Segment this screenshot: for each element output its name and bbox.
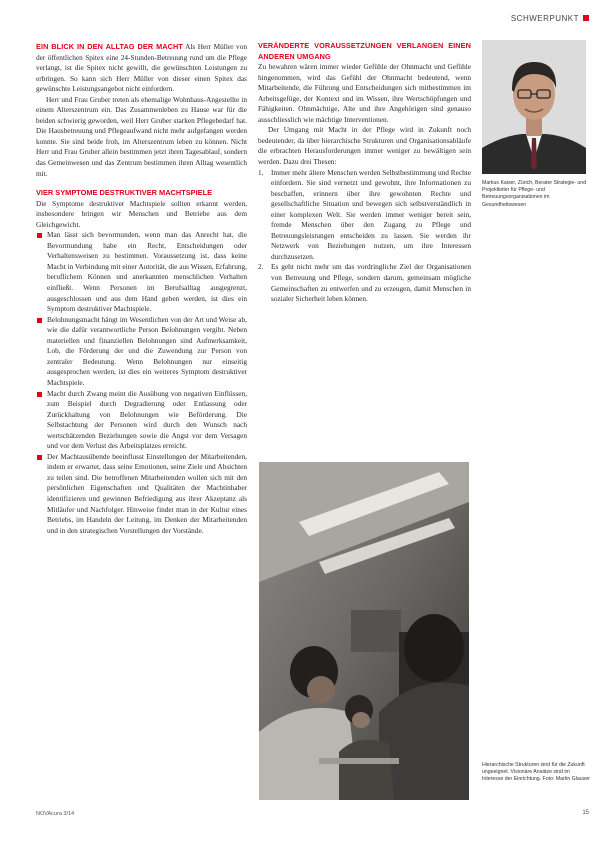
list-item [36,230,247,314]
page-number: 15 [582,810,589,816]
list-item [36,389,247,452]
portrait-illustration [482,40,586,174]
portrait-caption: Markus Kaiser, Zürich, Berater Strategie- und Projektleiter für Pflege- und Betreuungsorganisationen im Gesundheitswesen [482,180,587,208]
middle-paragraph-1: Zu bewahren wären immer wieder Gefühle der Ohnmacht und Gefühle hingenommen, wird das Gefühl der Ohnmacht bedeutend, wenn Mitarbeitende, die Führung und Entscheidungen sich mitbestimmen im Arbeitsgefüge, der Kontext und im Wissen, ihre Wertschöpfungen und Fähigkeiten. Ohnmächtige, Alte und ihre Angehörigen sind genauso ausschliesslich wie mächtige Interventionen. [258,62,471,124]
section-marker-icon [583,15,589,21]
intro-paragraph [36,42,247,95]
middle-paragraph-2: Der Umgang mit Macht in der Pflege wird in Zukunft noch bedeutender, da über hierarchische Strukturen und Organisationsabläufe die erbrachten Herausforderungen immer weniger zu bewältigen sein werden. Dazu drei Thesen: [258,125,471,167]
list-item [36,315,247,389]
list-item-text: Der Machtausübende beeinflusst Einstellungen der Mitarbeitenden, indem er erwartet, dass seine Emotionen, seine Ziele und Absichten zu teilen sind. Die betroffenen Mitarbeitenden wollen sich mit den persönlichen Eigenschaften und Qualitäten der Machtinhaber identifizieren und gewinnen Befriedigung aus ihrer Akzeptanz als Mitläufer und Nachfolger. Hinweise findet man in der Kultur eines Betriebs, im Handeln der Leitung, im Denken der Mitarbeitenden und in den strategischen Vorstellungen der Vorstände. [47,451,247,535]
list-item-text: Man lässt sich bevormunden, wenn man das Anrecht hat, die Bevormundung habe ein Recht, Entscheidungen oder Verhaltensweisen zu bestimmen. Voraussetzung ist, dass keine Macht in Verbindung mit einer Autorität, die aus Wissen, Erfahrung, beruflichem Können und anerkannten menschlichen Verhalten einfließt. Wenn Personen im Berufsalltag ausgegrenzt, ausgeschlossen und aus dem Hand geben werden, ist dies ein Symptom destruktiver Machtspiele. [47,230,247,314]
footer-magazine: NOVAcura 3/14 [36,811,75,817]
intro-text: Als Herr Müller von der öffentlichen Spitex eine 24-Stunden-Betreuung rund um die Pflege verlangt, ist die Spitex nicht gewillt, die gewünschten Leistungen zu erbringen. So kann sich Herr Müller von dieser einen Spitex das gewünschte Leistungsangebot nicht einfordern. [36,42,247,94]
list-item [258,168,471,263]
middle-heading: VERÄNDERTE VORAUSSETZUNGEN VERLANGEN EINEN ANDEREN UMGANG [258,41,471,61]
intro-kicker: EIN BLICK IN DEN ALLTAG DER MACHT [36,42,183,51]
list-item [36,452,247,536]
bullet-square-icon [37,455,42,460]
section-tag [511,14,589,23]
column-middle [258,42,471,305]
author-portrait [482,40,586,174]
list-item-text: Macht durch Zwang meint die Ausübung von negativen Einflüssen, zum Beispiel durch Degradierung oder Entlassung oder Zurückhaltung von Belohnungen wie Beförderung. Die Selbstachtung der Personen wird durch den Wunsch nach wertschätzenden Beziehungen sowie die Angst vor dem Versagen und vor dem Verlust des Arbeitsplatzes erreicht. [47,388,247,451]
theses-list [258,168,471,305]
list-item-text: Es geht nicht mehr um das vordringliche Ziel der Organisationen von Betreuung und Pflege, sondern darum, gemeinsam mögliche Gemeinschaften zu entwerfen und zu erzeugen, damit Menschen in sozialer Sicherheit leben können. [271,262,471,304]
section-label: SCHWERPUNKT [510,14,579,23]
photo-illustration [259,462,469,800]
photo-caption: Hierarchische Strukturen sind für die Zukunft ungeeignet. Visionäre Ansätze sind im Interesse der Einrichtung. Foto: Martin Glauser [482,762,590,783]
list-item-text: Belohnungsmacht hängt im Wesentlichen von der Art und Weise ab, wie die dafür verantwortliche Person Belohnungen vergibt. Neben materiellen und finanziellen Belohnungen sind Aufmerksamkeit, Lob, die Förderung der und die Zuwendung zur Person von zentraler Bedeutung. Wenn Belohnungen nur einseitig ausgesprochen werden, ist dies ein weiteres Symptom destruktiver Machtspiele. [47,314,247,387]
intro-paragraph-2: Herr und Frau Gruber treten als ehemalige Wohnhaus-Angestellte in einem Alterszentrum ein. Das Zusammenleben zu Hause war für die beiden schwierig geworden, weil Herr Gruber starken Pflegebedarf hat. Die Hausbetreuung und Pflegeaufwand nicht mehr aufgefangen werden konnte. Sie sind beide froh, im Alterszentrum leben zu können. Nicht Herr und Frau Gruber allein bestimmen jetzt ihren Tagesablauf, sondern das Gemeinwesen und das Zentrum bestimmen ihren Alltag wesentlich mit. [36,94,247,178]
classroom-photo [259,462,469,800]
bullet-square-icon [37,233,42,238]
symptoms-heading: VIER SYMPTOME DESTRUKTIVER MACHTSPIELE [36,188,213,198]
list-item-text: Immer mehr ältere Menschen werden Selbstbestimmung und Rechte einfordern. Sie sind vernetzt und gewohnt, ihre Informationen zu beschaffen, erinnern über ihre gewohnten Rechte und gesellschaftliche Situation und bewegen sich selbstverständlich in einer komplexen Welt. Sie werden immer weniger bereit sein, fremde Menschen über den Zugang zu Pflege und Betreuungsleistungen entscheiden zu lassen. Sie werden ihr Netzwerk von Beziehungen nutzen, um ihre Interessen durchzusetzen. [271,167,471,261]
bullet-square-icon [37,392,42,397]
bullet-square-icon [37,318,42,323]
list-number: 2. [258,262,264,272]
list-item [258,262,471,304]
symptoms-list [36,230,247,536]
column-left [36,42,247,536]
list-number: 1. [258,167,264,177]
symptoms-intro: Die Symptome destruktiver Machtspiele sollten erkannt werden, insbesondere bringen wir Menschen und Betriebe aus dem Gleichgewicht. [36,198,247,229]
